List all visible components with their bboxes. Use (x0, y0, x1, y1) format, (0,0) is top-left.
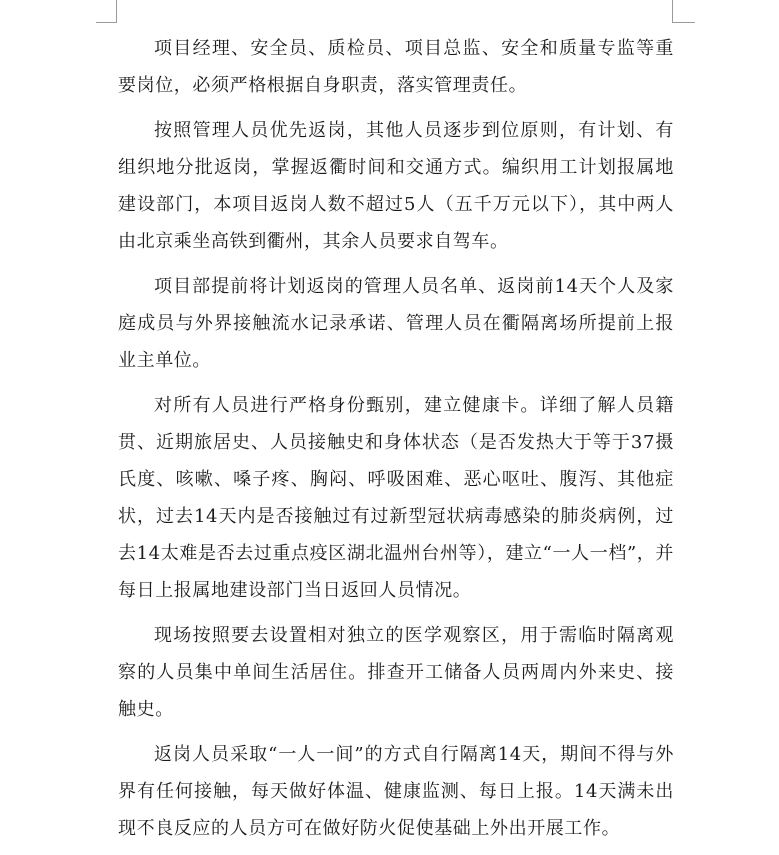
paragraph-observation-area: 现场按照要去设置相对独立的医学观察区，用于需临时隔离观察的人员集中单间生活居住。排查开工储备人员两周内外来史、接触史。 (118, 625, 674, 720)
document-body[interactable] (118, 30, 674, 855)
paragraph-advance-report: 项目部提前将计划返岗的管理人员名单、返岗前14天个人及家庭成员与外界接触流水记录承诺、管理人员在衢隔离场所提前上报业主单位。 (118, 276, 674, 371)
margin-corner-mark-right (672, 0, 695, 23)
margin-corner-mark-left (96, 0, 117, 23)
paragraph-return-arrangement: 按照管理人员优先返岗，其他人员逐步到位原则，有计划、有组织地分批返岗，掌握返衢时间和交通方式。编织用工计划报属地建设部门，本项目返岗人数不超过5人（五千万元以下），其中两人由北京乘坐高铁到衢州，其余人员要求自驾车。 (118, 120, 674, 252)
paragraph-key-positions: 项目经理、安全员、质检员、项目总监、安全和质量专监等重要岗位，必须严格根据自身职责，落实管理责任。 (118, 38, 674, 96)
paragraph-identity-screening: 对所有人员进行严格身份甄别，建立健康卡。详细了解人员籍贯、近期旅居史、人员接触史和身体状态（是否发热大于等于37摄氏度、咳嗽、嗓子疼、胸闷、呼吸困难、恶心呕吐、腹泻、其他症状，过去14天内是否接触过有过新型冠状病毒感染的肺炎病例，过去14太难是否去过重点疫区湖北温州台州等），建立“一人一档”，并每日上报属地建设部门当日返回人员情况。 (118, 395, 674, 601)
paragraph-self-isolation: 返岗人员采取“一人一间”的方式自行隔离14天，期间不得与外界有任何接触，每天做好体温、健康监测、每日上报。14天满未出现不良反应的人员方可在做好防火促使基础上外出开展工作。 (118, 744, 674, 839)
